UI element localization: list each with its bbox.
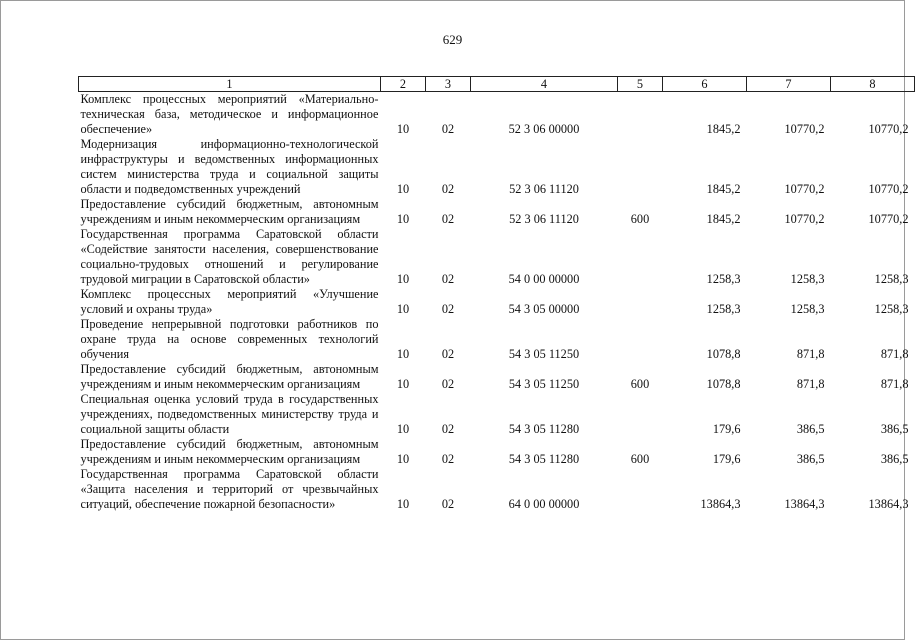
- cell-target-code: 54 3 05 11280: [508, 452, 580, 466]
- cell-target-code: 52 3 06 00000: [508, 122, 580, 136]
- cell-section: 10: [396, 452, 410, 466]
- table-row: [79, 467, 915, 512]
- cell-target-code: 54 0 00 00000: [508, 272, 580, 286]
- cell-amount-col7: 10770,2: [784, 182, 825, 196]
- table-row: [79, 317, 915, 362]
- cell-amount-col6: 1845,2: [706, 212, 741, 226]
- table-header-row: [79, 77, 915, 92]
- cell-amount-col7: 13864,3: [784, 497, 825, 511]
- cell-expense-type: [618, 317, 663, 362]
- column-header: 1: [79, 77, 381, 92]
- cell-amount-col7: 386,5: [796, 452, 825, 466]
- row-name: Предоставление субсидий бюджетным, автономным учреждениям и иным некоммерческим организациям: [80, 197, 379, 226]
- row-name: Предоставление субсидий бюджетным, автономным учреждениям и иным некоммерческим организациям: [80, 362, 379, 391]
- cell-expense-type: 600: [630, 212, 650, 226]
- table-row: [79, 362, 915, 392]
- row-name: Модернизация информационно-технологической инфраструктуры и ведомственных информационных систем министерства труда и социальной защиты области и подведомственных учреждений: [80, 137, 379, 196]
- cell-target-code: 54 3 05 11250: [508, 377, 580, 391]
- cell-subsection: 02: [441, 182, 455, 196]
- column-header: 3: [426, 77, 471, 92]
- cell-subsection: 02: [441, 272, 455, 286]
- cell-amount-col6: 179,6: [712, 452, 741, 466]
- column-header: 4: [471, 77, 618, 92]
- cell-amount-col8: 13864,3: [868, 497, 909, 511]
- cell-expense-type: [618, 137, 663, 197]
- cell-subsection: 02: [441, 377, 455, 391]
- cell-expense-type: [618, 287, 663, 317]
- cell-amount-col8: 1258,3: [874, 272, 909, 286]
- cell-expense-type: [618, 227, 663, 287]
- cell-amount-col7: 10770,2: [784, 122, 825, 136]
- row-name: Государственная программа Саратовской области «Защита населения и территорий от чрезвычайных ситуаций, обеспечение пожарной безопасности»: [80, 467, 379, 511]
- table-row: [79, 392, 915, 437]
- table-row: [79, 197, 915, 227]
- cell-amount-col7: 1258,3: [790, 302, 825, 316]
- cell-amount-col8: 10770,2: [868, 122, 909, 136]
- cell-section: 10: [396, 497, 410, 511]
- cell-amount-col7: 871,8: [796, 347, 825, 361]
- cell-subsection: 02: [441, 347, 455, 361]
- cell-amount-col6: 1078,8: [706, 377, 741, 391]
- column-header: 2: [381, 77, 426, 92]
- cell-subsection: 02: [441, 122, 455, 136]
- row-name: Комплекс процессных мероприятий «Материально-техническая база, методическое и информационное обеспечение»: [80, 92, 379, 136]
- cell-amount-col8: 871,8: [880, 347, 909, 361]
- cell-amount-col6: 1078,8: [706, 347, 741, 361]
- cell-target-code: 52 3 06 11120: [509, 212, 579, 226]
- cell-expense-type: [618, 392, 663, 437]
- cell-amount-col6: 179,6: [712, 422, 741, 436]
- cell-target-code: 52 3 06 11120: [509, 182, 579, 196]
- cell-section: 10: [396, 422, 410, 436]
- page-number: 629: [442, 32, 463, 47]
- row-name: Комплекс процессных мероприятий «Улучшение условий и охраны труда»: [80, 287, 379, 316]
- column-header: 8: [831, 77, 915, 92]
- budget-table: [78, 76, 915, 512]
- cell-amount-col7: 386,5: [796, 422, 825, 436]
- cell-section: 10: [396, 302, 410, 316]
- cell-amount-col7: 10770,2: [784, 212, 825, 226]
- cell-target-code: 54 3 05 11250: [508, 347, 580, 361]
- cell-amount-col8: 386,5: [880, 422, 909, 436]
- cell-subsection: 02: [441, 452, 455, 466]
- cell-amount-col8: 1258,3: [874, 302, 909, 316]
- row-name: Предоставление субсидий бюджетным, автономным учреждениям и иным некоммерческим организациям: [80, 437, 379, 466]
- cell-section: 10: [396, 272, 410, 286]
- cell-target-code: 54 3 05 11280: [508, 422, 580, 436]
- table-row: [79, 287, 915, 317]
- cell-amount-col6: 1258,3: [706, 272, 741, 286]
- table-row: [79, 437, 915, 467]
- cell-expense-type: 600: [630, 452, 650, 466]
- cell-subsection: 02: [441, 422, 455, 436]
- cell-section: 10: [396, 347, 410, 361]
- cell-subsection: 02: [441, 497, 455, 511]
- table-row: [79, 92, 915, 138]
- cell-amount-col6: 1845,2: [706, 182, 741, 196]
- column-header: 7: [747, 77, 831, 92]
- cell-section: 10: [396, 122, 410, 136]
- cell-expense-type: [618, 92, 663, 138]
- cell-section: 10: [396, 182, 410, 196]
- cell-expense-type: [618, 467, 663, 512]
- cell-target-code: 64 0 00 00000: [508, 497, 580, 511]
- row-name: Государственная программа Саратовской области «Содействие занятости населения, совершенствование социально-трудовых отношений и регулирование трудовой миграции в Саратовской области»: [80, 227, 379, 286]
- row-name: Проведение непрерывной подготовки работников по охране труда на основе современных технологий обучения: [80, 317, 379, 361]
- cell-amount-col7: 871,8: [796, 377, 825, 391]
- cell-subsection: 02: [441, 302, 455, 316]
- row-name: Специальная оценка условий труда в государственных учреждениях, подведомственных министерству труда и социальной защиты области: [80, 392, 379, 436]
- cell-section: 10: [396, 212, 410, 226]
- table-row: [79, 137, 915, 197]
- cell-section: 10: [396, 377, 410, 391]
- table-row: [79, 227, 915, 287]
- cell-expense-type: 600: [630, 377, 650, 391]
- column-header: 5: [618, 77, 663, 92]
- table-body: [79, 92, 915, 513]
- cell-amount-col8: 10770,2: [868, 182, 909, 196]
- cell-target-code: 54 3 05 00000: [508, 302, 580, 316]
- cell-amount-col6: 1258,3: [706, 302, 741, 316]
- cell-amount-col7: 1258,3: [790, 272, 825, 286]
- cell-amount-col8: 871,8: [880, 377, 909, 391]
- cell-subsection: 02: [441, 212, 455, 226]
- cell-amount-col8: 386,5: [880, 452, 909, 466]
- column-header: 6: [663, 77, 747, 92]
- cell-amount-col6: 1845,2: [706, 122, 741, 136]
- cell-amount-col6: 13864,3: [700, 497, 741, 511]
- cell-amount-col8: 10770,2: [868, 212, 909, 226]
